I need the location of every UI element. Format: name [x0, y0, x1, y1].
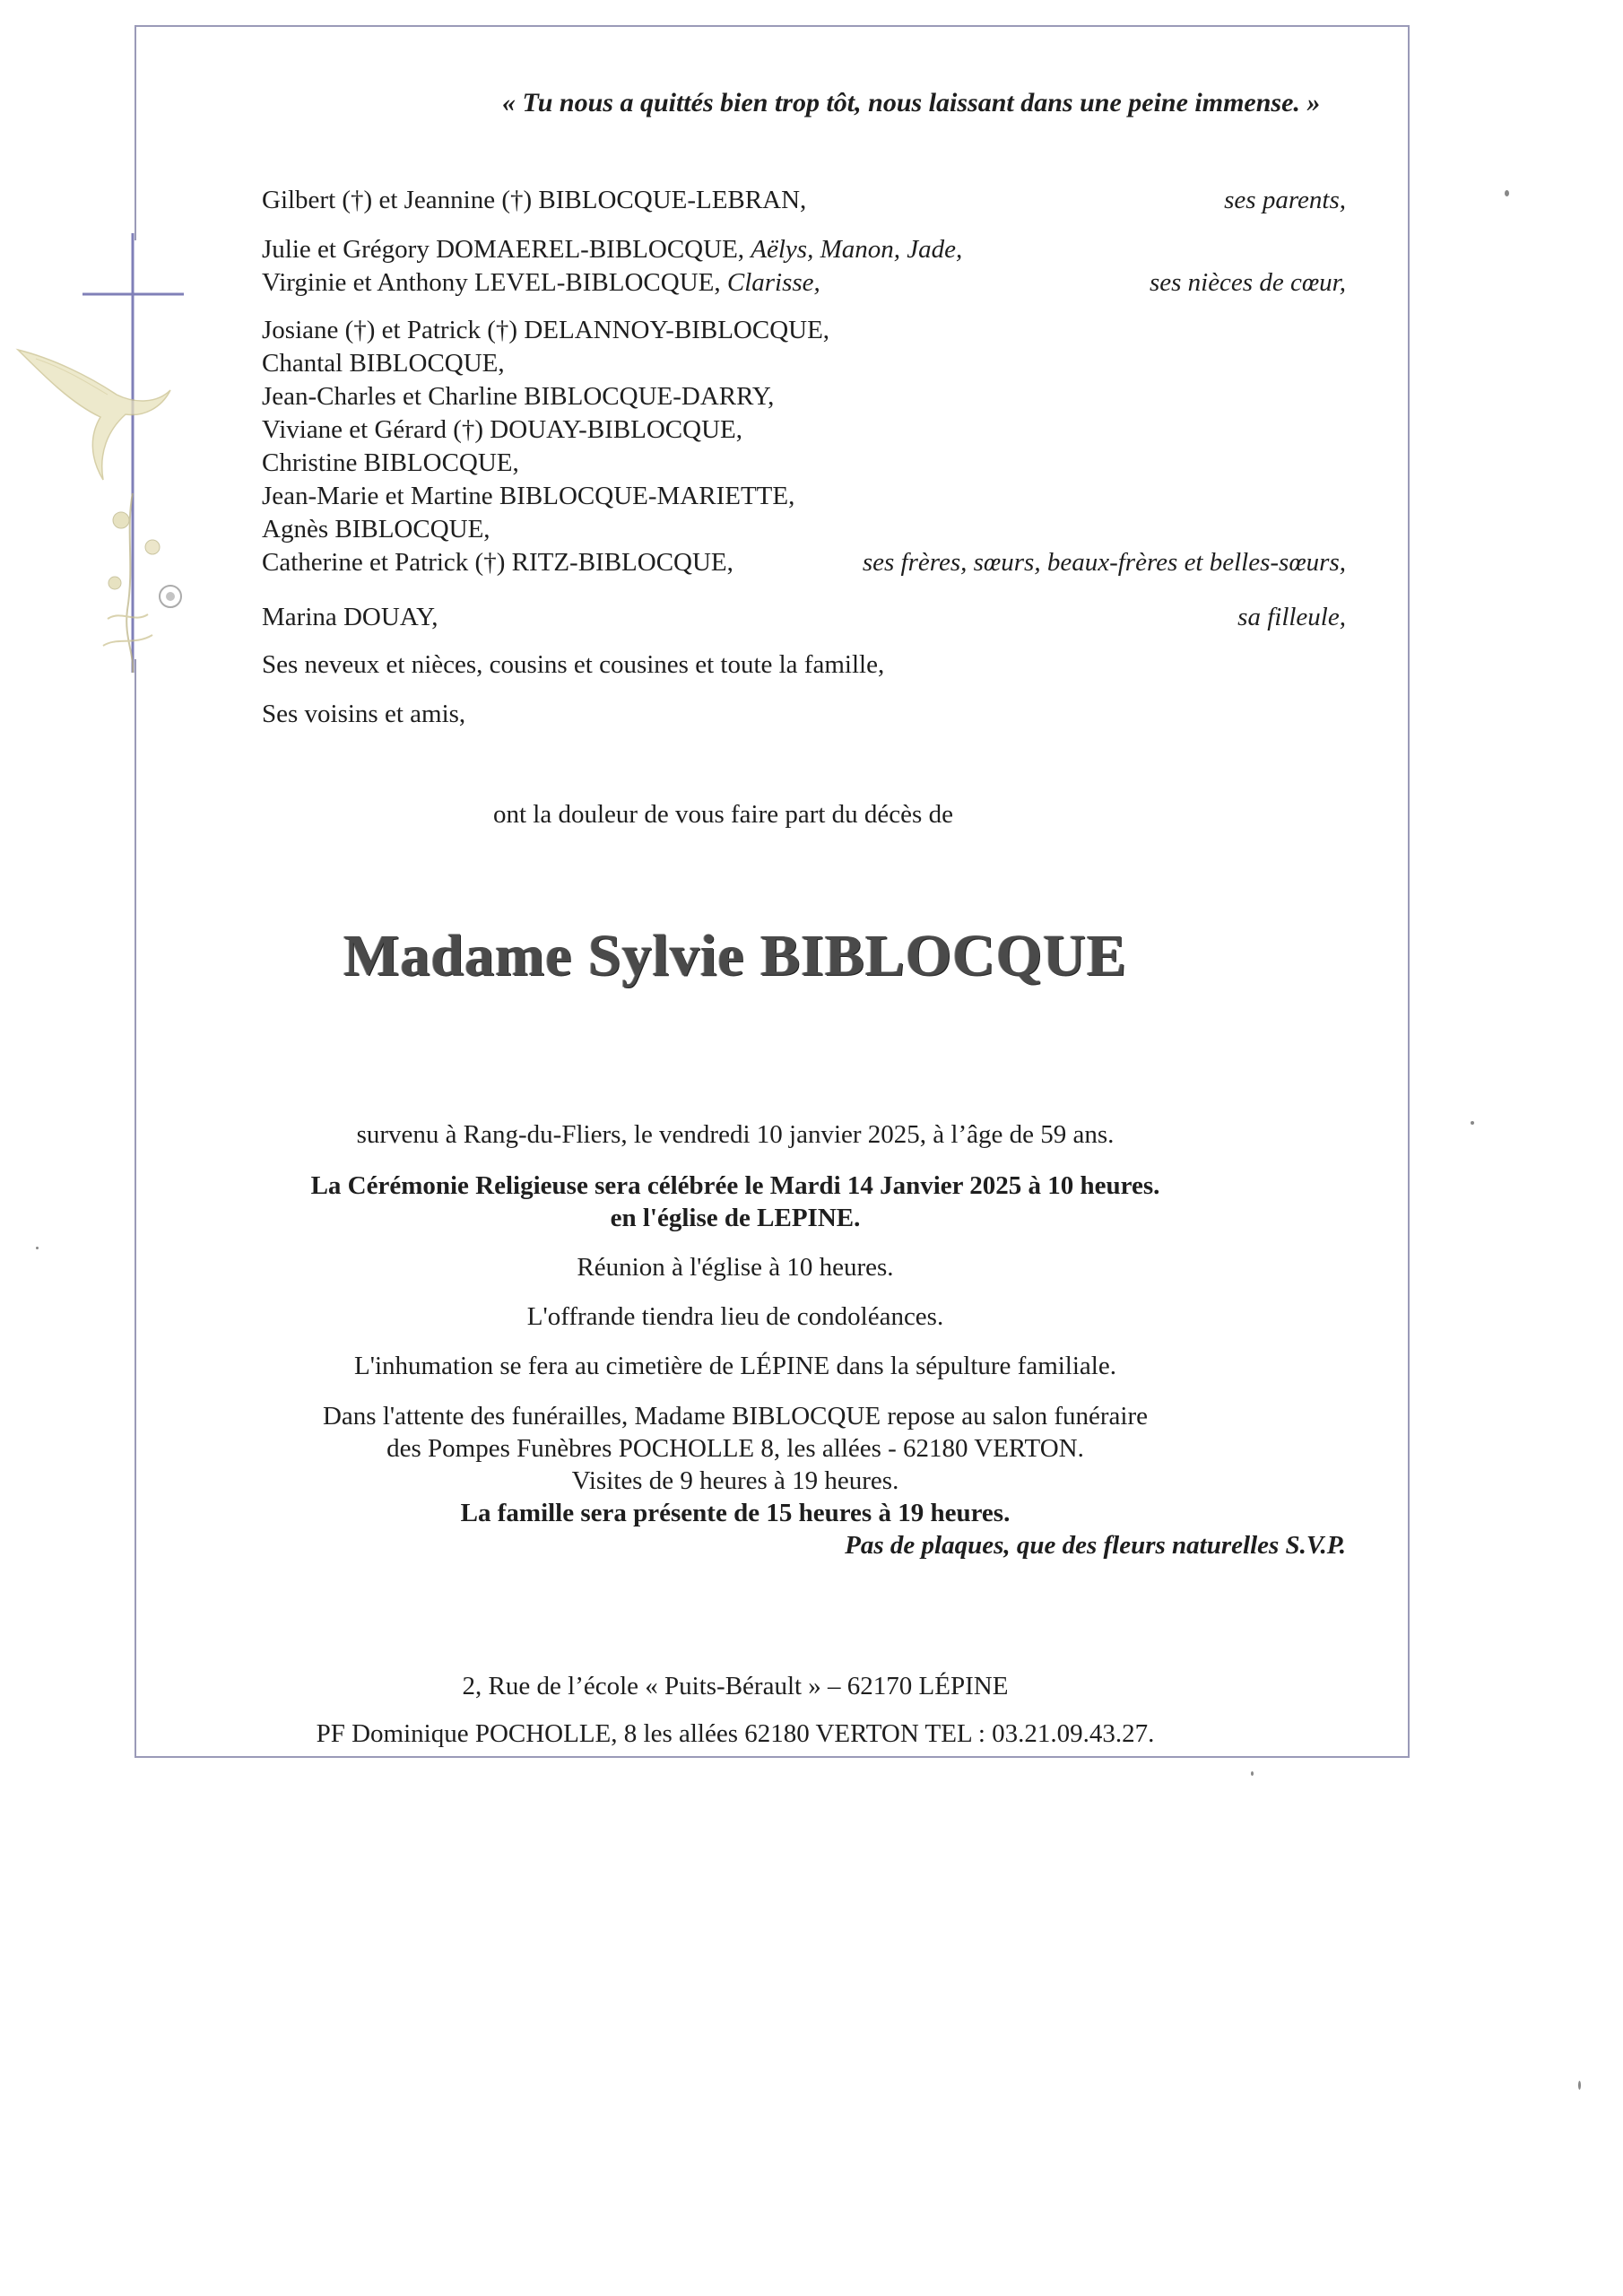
goddaughter-name: Marina DOUAY,	[262, 603, 438, 631]
sibling-line: Jean-Marie et Martine BIBLOCQUE-MARIETTE,	[262, 482, 795, 510]
sibling-line: Jean-Charles et Charline BIBLOCQUE-DARRY,	[262, 382, 775, 411]
dove-icon	[18, 350, 170, 480]
ceremony-line-1: La Cérémonie Religieuse sera célébrée le Mardi 14 Janvier 2025 à 10 heures.	[310, 1171, 1160, 1200]
parents-names: Gilbert (†) et Jeannine (†) BIBLOCQUE-LEBRAN,	[262, 186, 807, 214]
scan-speck	[36, 1247, 39, 1249]
scan-speck	[1578, 2081, 1581, 2090]
frame-left-edge-bottom	[135, 659, 136, 1758]
rest-line-2: des Pompes Funèbres POCHOLLE 8, les allées - 62180 VERTON.	[386, 1434, 1084, 1463]
nieces-line-1-children: Aëlys, Manon, Jade,	[751, 235, 963, 264]
deceased-name: Madame Sylvie BIBLOCQUE	[343, 923, 1127, 988]
meeting-info: Réunion à l'église à 10 heures.	[577, 1253, 894, 1282]
sibling-line: Viviane et Gérard (†) DOUAY-BIBLOCQUE,	[262, 415, 742, 444]
announcement-text: ont la douleur de vous faire part du décès de	[493, 800, 953, 829]
nieces-line-2	[262, 266, 820, 300]
frame-left-edge-top	[135, 25, 136, 240]
footer-address: 2, Rue de l’école « Puits-Bérault » – 62170 LÉPINE	[462, 1672, 1009, 1700]
nieces-line-2-children: Clarisse,	[726, 268, 820, 297]
sibling-line: Josiane (†) et Patrick (†) DELANNOY-BIBLOCQUE,	[262, 316, 830, 344]
cross-dove-decoration	[0, 224, 197, 691]
sibling-line: Chantal BIBLOCQUE,	[262, 349, 505, 378]
sibling-line: Catherine et Patrick (†) RITZ-BIBLOCQUE,	[262, 548, 733, 577]
sibling-line: Agnès BIBLOCQUE,	[262, 515, 490, 544]
parents-relation: ses parents,	[1224, 186, 1346, 214]
nieces-relation: ses nièces de cœur,	[1149, 268, 1346, 297]
nieces-line-1-names: Julie et Grégory DOMAEREL-BIBLOCQUE,	[262, 235, 745, 264]
siblings-relation: ses frères, sœurs, beaux-frères et belles-sœurs,	[862, 548, 1346, 577]
footer-funeral-home: PF Dominique POCHOLLE, 8 les allées 62180 VERTON TEL : 03.21.09.43.27.	[316, 1719, 1155, 1748]
offering-info: L'offrande tiendra lieu de condoléances.	[526, 1302, 944, 1331]
neighbors-friends: Ses voisins et amis,	[262, 700, 466, 728]
goddaughter-relation: sa filleule,	[1237, 603, 1346, 631]
flowers-note: Pas de plaques, que des fleurs naturelles S.V.P.	[845, 1531, 1346, 1560]
sibling-line: Christine BIBLOCQUE,	[262, 448, 519, 477]
nieces-line-1	[262, 233, 962, 266]
scan-speck	[1505, 190, 1509, 196]
scan-speck	[1471, 1121, 1474, 1125]
ceremony-line-2: en l'église de LEPINE.	[610, 1204, 861, 1232]
extended-family: Ses neveux et nièces, cousins et cousines et toute la famille,	[262, 650, 885, 679]
death-details: survenu à Rang-du-Fliers, le vendredi 10 janvier 2025, à l’âge de 59 ans.	[356, 1120, 1115, 1149]
scan-speck	[1251, 1771, 1254, 1776]
family-presence: La famille sera présente de 15 heures à 19 heures.	[460, 1499, 1011, 1527]
rest-line-1: Dans l'attente des funérailles, Madame BIBLOCQUE repose au salon funéraire	[322, 1402, 1149, 1431]
visits-info: Visites de 9 heures à 19 heures.	[571, 1466, 899, 1495]
nieces-line-2-names: Virginie et Anthony LEVEL-BIBLOCQUE,	[262, 268, 721, 297]
burial-info: L'inhumation se fera au cimetière de LÉPINE dans la sépulture familiale.	[354, 1352, 1116, 1380]
flowers-icon	[103, 493, 181, 673]
memorial-quote: « Tu nous a quittés bien trop tôt, nous laissant dans une peine immense. »	[502, 88, 1321, 117]
